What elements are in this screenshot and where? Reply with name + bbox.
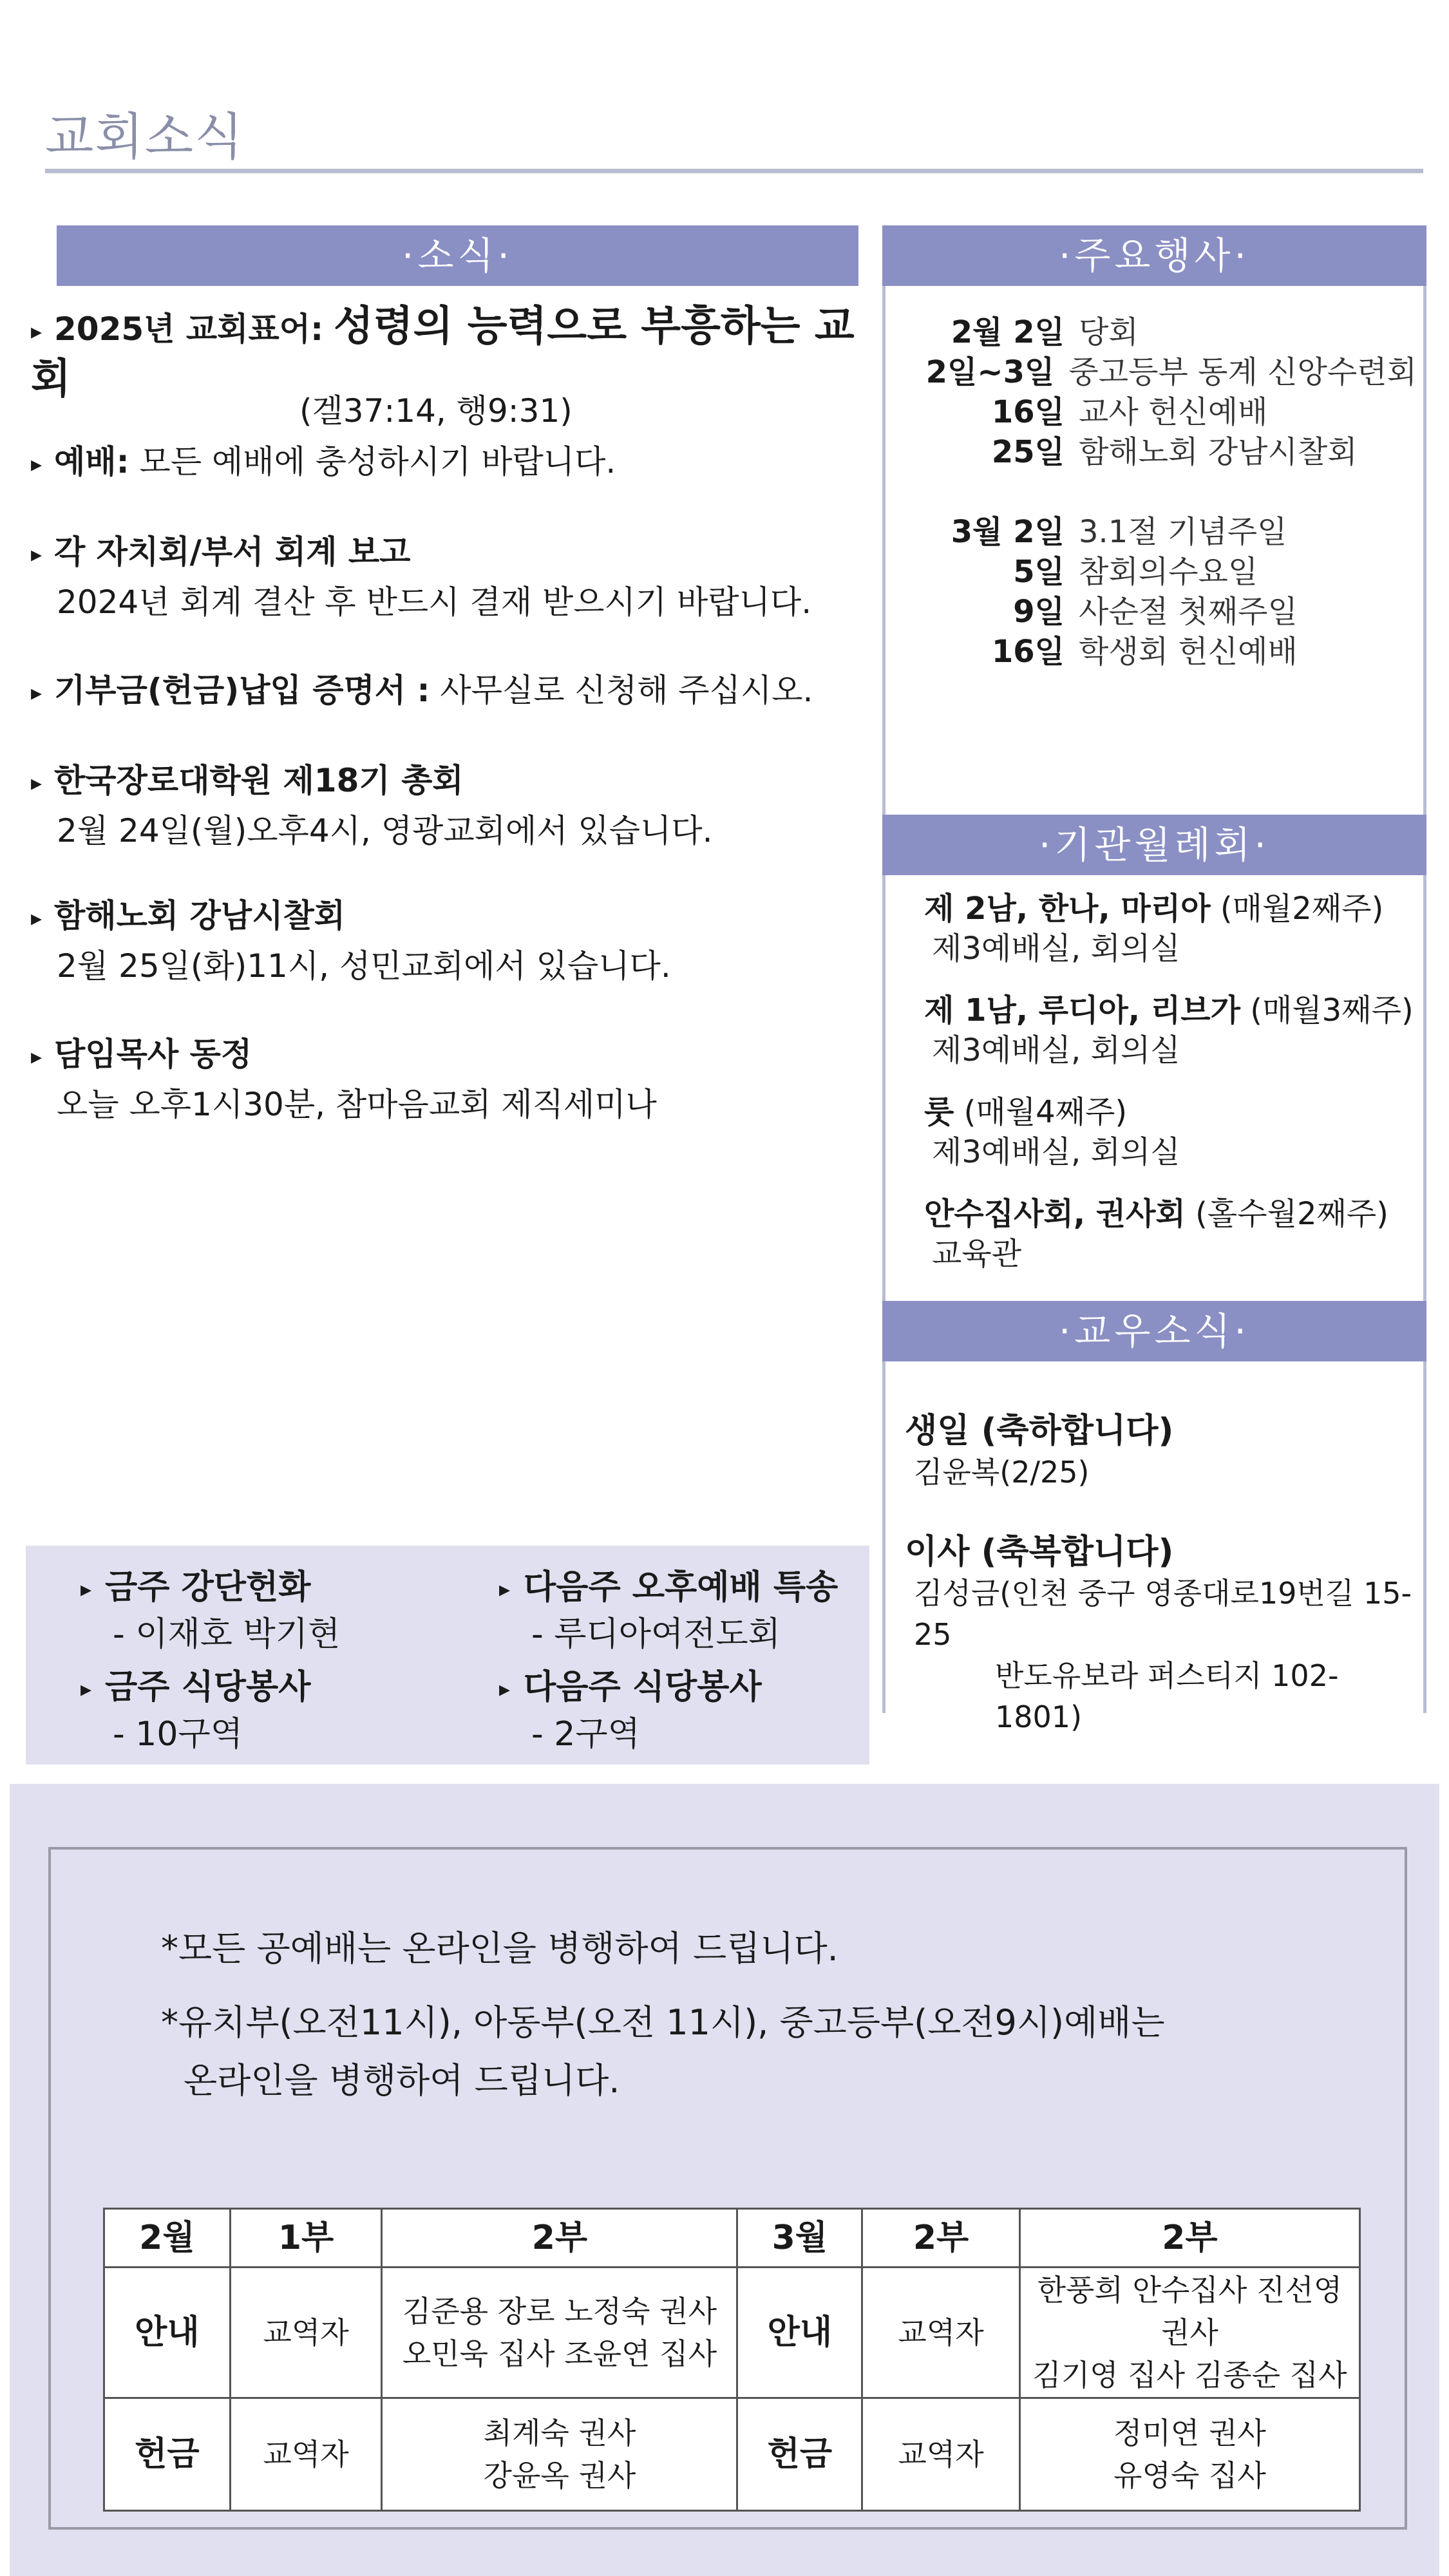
event-date: 5일 [1013, 554, 1065, 590]
news-item-worship [31, 438, 862, 488]
education-online-notice-cont: 온라인을 병행하여 드립니다. [184, 2060, 620, 2101]
members-gap [905, 1493, 1420, 1531]
monthly-meetings-list [924, 889, 1426, 1296]
online-notice: *모든 공예배는 온라인을 병행하여 드립니다. [161, 1928, 838, 1969]
table-header-cell: 3월 [737, 2209, 862, 2268]
news-item-detail: 2월 24일(월)오후4시, 영광교회에서 있습니다. [57, 811, 713, 849]
event-text: 함해노회 강남시찰회 [1079, 434, 1358, 470]
bullet-triangle-icon: ▸ [499, 1676, 511, 1702]
news-section-header: ·소식· [57, 225, 858, 286]
table-cell [382, 2398, 737, 2511]
event-date: 2일~3일 [925, 354, 1055, 390]
event-row [914, 512, 1417, 552]
table-row-label: 안내 [104, 2268, 231, 2398]
table-row-label: 헌금 [104, 2398, 231, 2511]
event-text: 참회의수요일 [1079, 554, 1258, 590]
meeting-schedule: (홀수월2째주) [1195, 1196, 1388, 1232]
event-row [914, 312, 1417, 352]
table-row [104, 2398, 1360, 2511]
members-news-section-header: ·교우소식· [882, 1301, 1426, 1361]
service-value: - 10구역 [113, 1715, 243, 1754]
bullet-triangle-icon: ▸ [31, 451, 43, 477]
event-text: 중고등부 동계 신앙수련회 [1068, 354, 1417, 390]
table-cell-line: 강윤옥 권사 [483, 2458, 636, 2493]
title-divider [45, 169, 1423, 173]
service-value: - 2구역 [531, 1715, 640, 1754]
table-header-cell: 2부 [1019, 2209, 1359, 2268]
table-cell [382, 2268, 737, 2398]
table-cell-line: 유영숙 집사 [1113, 2458, 1266, 2493]
news-item-head: 한국장로대학원 제18기 총회 [54, 762, 464, 799]
special-song-service [499, 1565, 838, 1657]
event-date: 16일 [991, 394, 1065, 430]
news-item-detail: 2월 25일(화)11시, 성민교회에서 있습니다. [57, 947, 671, 985]
move-heading: 이사 (축복합니다) [905, 1533, 1174, 1571]
bullet-triangle-icon: ▸ [499, 1577, 511, 1602]
news-item-head: 2025년 교회표어: [54, 310, 324, 348]
bullet-triangle-icon: ▸ [31, 770, 43, 796]
move-entry-line2: 반도유보라 퍼스티지 102-1801) [995, 1658, 1339, 1734]
table-cell-line: 김준용 장로 노정숙 권사 [402, 2294, 717, 2329]
table-cell [1019, 2398, 1359, 2511]
service-heading: 금주 강단헌화 [105, 1568, 311, 1607]
table-header-cell: 2부 [382, 2209, 737, 2268]
service-heading: 금주 식당봉사 [105, 1668, 311, 1707]
meeting-group [924, 1194, 1426, 1274]
meeting-schedule: (매월3째주) [1250, 992, 1414, 1028]
next-meal-service [499, 1665, 762, 1757]
meeting-schedule: (매월4째주) [963, 1094, 1128, 1130]
birthday-heading: 생일 (축하합니다) [905, 1412, 1174, 1450]
move-entry-line1: 김성금(인천 중구 영종대로19번길 15-25 [914, 1576, 1412, 1652]
meeting-name: 제 1남, 루디아, 리브가 [924, 992, 1240, 1028]
event-text: 당회 [1079, 314, 1139, 350]
meeting-group [924, 1092, 1426, 1172]
news-item-head: 예배: [54, 443, 129, 480]
monthly-meetings-section-header: ·기관월례회· [882, 815, 1426, 875]
meeting-group [924, 990, 1426, 1070]
bullet-triangle-icon: ▸ [80, 1577, 92, 1602]
service-heading: 다음주 식당봉사 [524, 1668, 762, 1707]
event-row [914, 392, 1417, 432]
event-text: 사순절 첫째주일 [1079, 594, 1298, 630]
event-row [914, 552, 1417, 592]
bullet-triangle-icon: ▸ [31, 905, 43, 931]
table-cell-line: 한풍희 안수집사 진선영 권사 [1037, 2273, 1343, 2350]
event-text: 학생회 헌신예배 [1079, 634, 1298, 670]
event-date: 3월 2일 [951, 514, 1065, 550]
news-item-head: 담임목사 동정 [54, 1036, 252, 1073]
bullet-triangle-icon: ▸ [80, 1676, 92, 1702]
table-row-label: 헌금 [737, 2398, 862, 2511]
table-cell-line: 정미연 권사 [1113, 2416, 1266, 2450]
service-value: - 이재호 박기현 [113, 1615, 341, 1654]
table-header-cell: 2월 [104, 2209, 231, 2268]
table-cell [1019, 2268, 1359, 2398]
news-item-graduate-school-meeting [31, 757, 862, 855]
event-date: 2월 2일 [951, 314, 1065, 350]
service-heading: 다음주 오후예배 특송 [524, 1568, 838, 1607]
event-date: 16일 [991, 634, 1065, 670]
bullet-triangle-icon: ▸ [31, 318, 43, 345]
event-text: 교사 헌신예배 [1079, 394, 1268, 430]
news-item-head: 각 자치회/부서 회계 보고 [54, 533, 411, 571]
table-header-cell: 2부 [862, 2209, 1020, 2268]
bullet-triangle-icon: ▸ [31, 679, 43, 706]
news-item-detail: 오늘 오후1시30분, 참마음교회 제직세미나 [57, 1085, 657, 1123]
page-title: 교회소식 [45, 108, 245, 166]
table-row [104, 2268, 1360, 2398]
meal-service [80, 1665, 311, 1757]
education-online-notice: *유치부(오전11시), 아동부(오전 11시), 중고등부(오전9시)예배는 [161, 2002, 1165, 2043]
birthday-entry: 김윤복(2/25) [914, 1455, 1090, 1490]
event-group-gap [914, 472, 1417, 512]
event-date: 25일 [991, 434, 1065, 470]
news-item-text: 사무실로 신청해 주십시오. [440, 672, 813, 709]
news-item-presbytery [31, 892, 862, 990]
news-item-detail: 2024년 회계 결산 후 반드시 결재 받으시기 바랍니다. [57, 583, 812, 621]
event-row [914, 592, 1417, 632]
table-cell-line: 김기영 집사 김종순 집사 [1032, 2358, 1347, 2392]
news-item-accounting [31, 528, 862, 626]
news-item-pastor-activity [31, 1030, 862, 1128]
table-cell: 교역자 [230, 2398, 382, 2511]
event-text: 3.1절 기념주일 [1079, 514, 1287, 550]
meeting-place: 교육관 [932, 1236, 1022, 1272]
table-cell: 교역자 [862, 2268, 1020, 2398]
events-section-header: ·주요행사· [882, 225, 1426, 286]
meeting-place: 제3예배실, 회의실 [932, 1134, 1180, 1170]
news-item-donation-certificate [31, 667, 862, 717]
news-item-head: 함해노회 강남시찰회 [54, 897, 346, 934]
events-list [914, 312, 1417, 672]
table-header-row [104, 2209, 1360, 2268]
meeting-name: 제 2남, 한나, 마리아 [924, 891, 1211, 927]
event-row [914, 352, 1417, 392]
table-cell: 교역자 [862, 2398, 1020, 2511]
motto-reference: (겔37:14, 행9:31) [299, 392, 573, 430]
service-duty-table [103, 2208, 1361, 2512]
table-cell: 교역자 [230, 2268, 382, 2398]
table-cell-line: 최계숙 권사 [483, 2416, 636, 2450]
event-row [914, 632, 1417, 672]
altar-flower-service [80, 1565, 340, 1657]
service-value: - 루디아여전도회 [531, 1615, 781, 1654]
table-header-cell: 1부 [230, 2209, 382, 2268]
news-item-head: 기부금(헌금)납입 증명서 : [54, 672, 430, 709]
event-date: 9일 [1013, 594, 1065, 630]
meeting-name: 안수집사회, 권사회 [924, 1196, 1186, 1232]
members-news [905, 1410, 1420, 1738]
bullet-triangle-icon: ▸ [31, 541, 43, 567]
meeting-schedule: (매월2째주) [1220, 891, 1384, 927]
meeting-place: 제3예배실, 회의실 [932, 1032, 1180, 1068]
weekly-service-box [26, 1546, 869, 1765]
church-motto: 성령의 능력으로 부흥하는 교회 [31, 303, 855, 403]
meeting-group [924, 889, 1426, 969]
event-row [914, 432, 1417, 472]
news-item-text: 모든 예배에 충성하시기 바랍니다. [139, 443, 616, 480]
meeting-place: 제3예배실, 회의실 [932, 931, 1180, 967]
table-cell-line: 오민욱 집사 조윤연 집사 [402, 2336, 717, 2371]
bullet-triangle-icon: ▸ [31, 1043, 43, 1070]
meeting-name: 룻 [924, 1094, 954, 1130]
table-row-label: 안내 [737, 2268, 862, 2398]
